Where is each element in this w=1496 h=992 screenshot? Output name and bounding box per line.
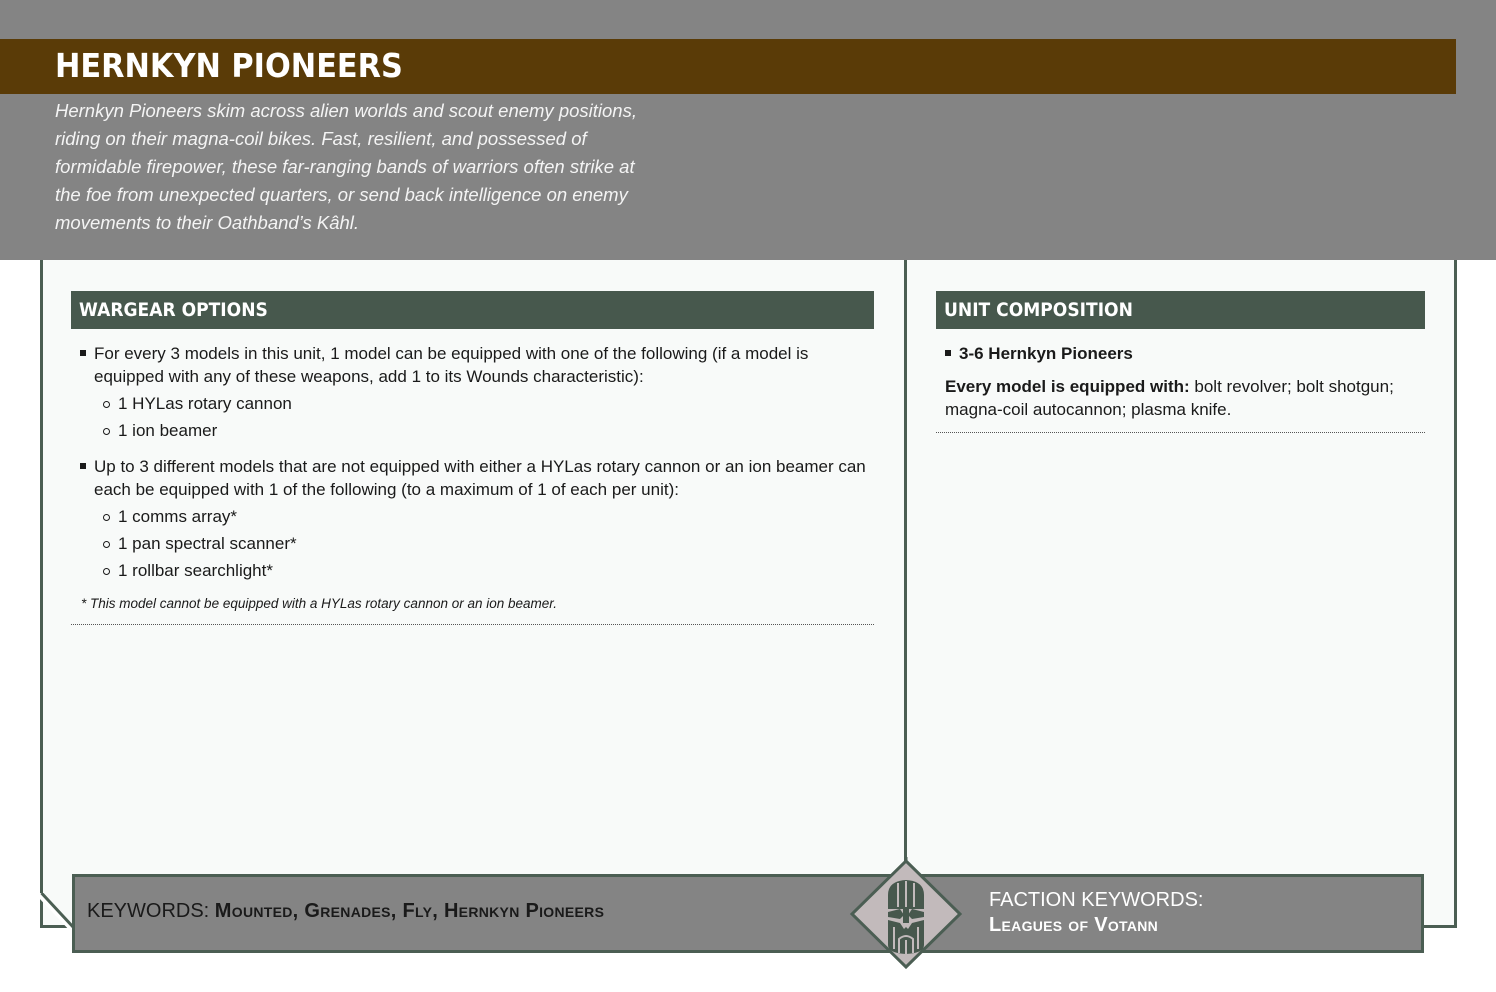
wargear-choice: 1 ion beamer (71, 419, 871, 442)
wargear-choice: 1 pan spectral scanner* (71, 532, 871, 555)
column-divider (904, 260, 907, 880)
keywords-label: KEYWORDS: (87, 900, 215, 922)
unit-composition-list (936, 342, 1425, 421)
unit-title: HERNKYN PIONEERS (55, 46, 403, 85)
equipment-line (936, 375, 1425, 421)
wargear-choice: 1 rollbar searchlight* (71, 559, 871, 582)
section-divider (71, 624, 874, 625)
wargear-option: For every 3 models in this unit, 1 model can be equipped with one of the following (if a model is equipped with any of these weapons, add 1 to its Wounds characteristic): (71, 342, 871, 388)
unit-composition-header (936, 291, 1425, 329)
wargear-options-header (71, 291, 874, 329)
keywords (87, 900, 604, 923)
faction-keywords (989, 888, 1203, 938)
unit-composition-title: UNIT COMPOSITION (944, 299, 1133, 321)
wargear-choice: 1 comms array* (71, 505, 871, 528)
wargear-options-list (71, 342, 871, 615)
wargear-option: Up to 3 different models that are not equipped with either a HYLas rotary cannon or an ion beamer can each be equipped with 1 of the following (to a maximum of 1 of each per unit): (71, 455, 871, 501)
equipment-label: Every model is equipped with: (945, 377, 1190, 396)
faction-keywords-values: Leagues of Votann (989, 914, 1159, 936)
wargear-options-title: WARGEAR OPTIONS (79, 299, 268, 321)
composition-item: 3-6 Hernkyn Pioneers (936, 342, 1425, 365)
lore-text: Hernkyn Pioneers skim across alien worlds and scout enemy positions, riding on their magna-coil bikes. Fast, resilient, and possessed of formidable firepower, these far-ranging bands of warriors often strike at the foe from unexpected quarters, or send back intelligence on enemy movements to their Oathband’s Kâhl. (55, 100, 637, 233)
equipment-text: bolt revolver; bolt shotgun; magna-coil autocannon; plasma knife. (945, 377, 1394, 419)
wargear-choice: 1 HYLas rotary cannon (71, 392, 871, 415)
wargear-footnote: * This model cannot be equipped with a HYLas rotary cannon or an ion beamer. (81, 596, 558, 611)
keywords-values: Mounted, Grenades, Fly, Hernkyn Pioneers (214, 900, 605, 922)
section-divider (936, 432, 1425, 433)
votann-ancestor-head-icon (848, 857, 964, 971)
faction-keywords-label: FACTION KEYWORDS: (989, 889, 1204, 911)
